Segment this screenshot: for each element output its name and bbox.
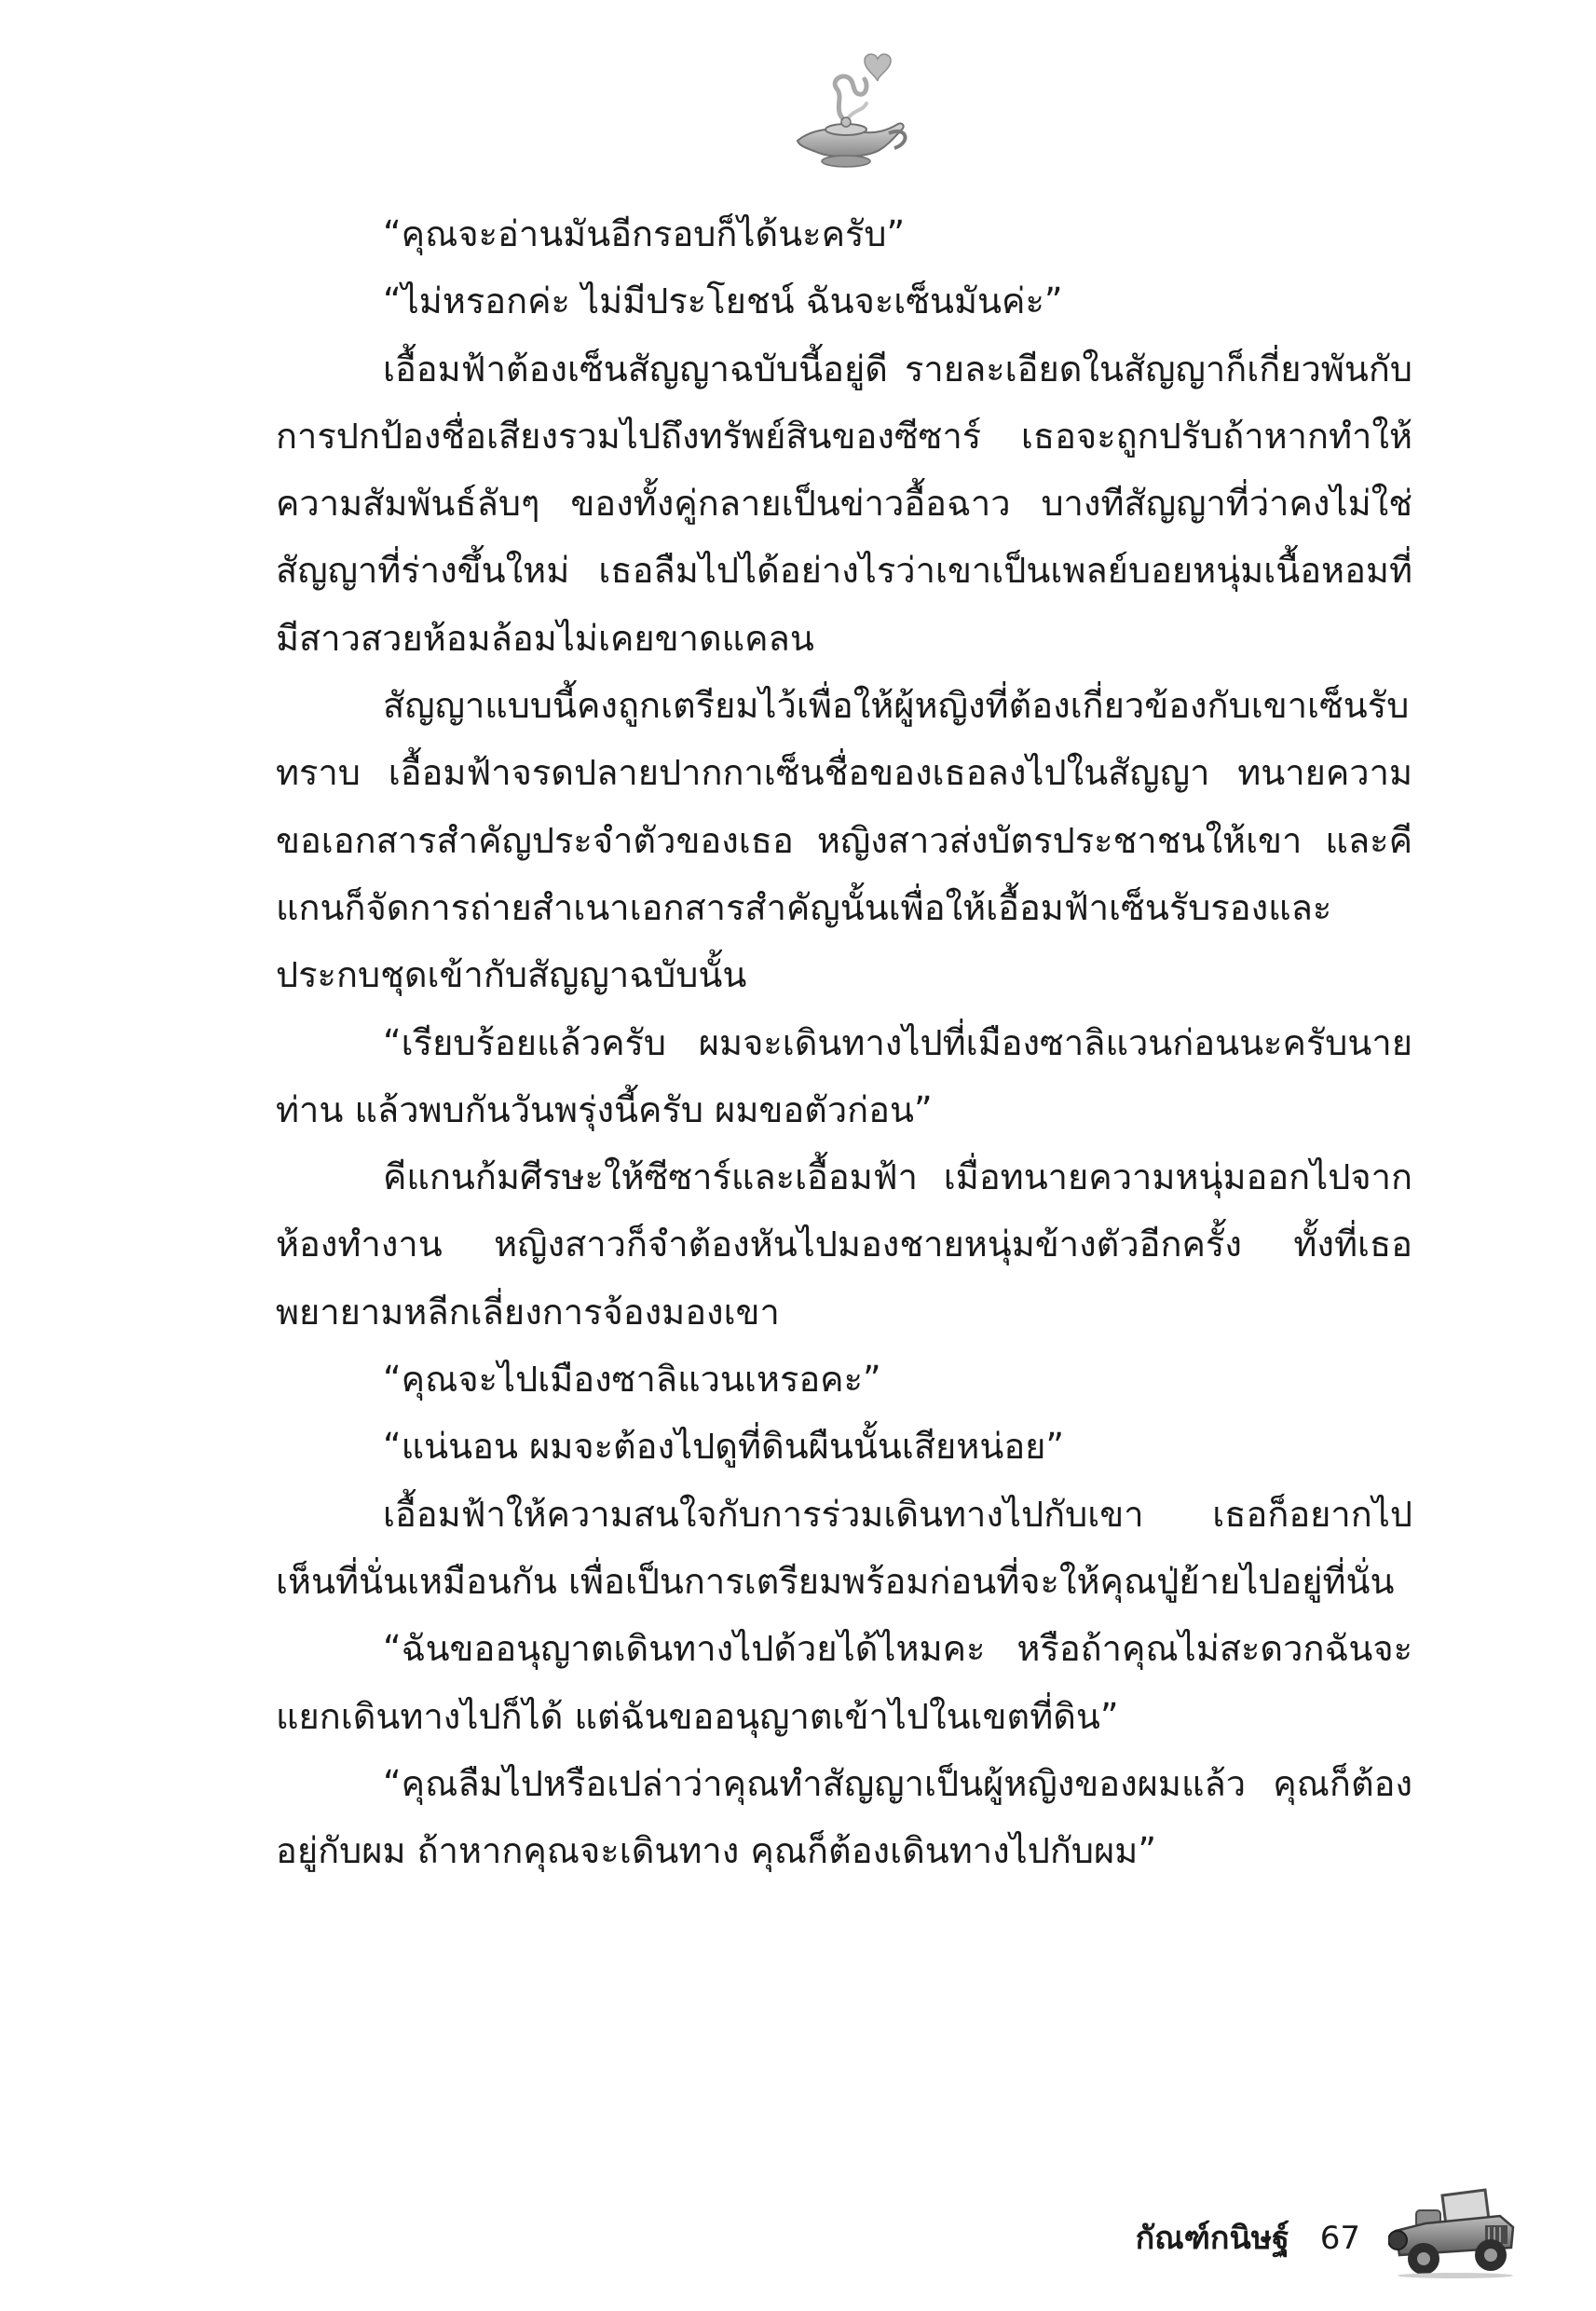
page-footer xyxy=(1006,2220,1360,2257)
paragraph-10: “ฉันขออนุญาตเดินทางไปด้วยได้ไหมคะ หรือถ้าคุณไม่สะดวกฉันจะแยกเดินทางไปก็ได้ แต่ฉันขออนุญาตเข้าไปในเขตที่ดิน” xyxy=(276,1628,1412,1737)
body-text xyxy=(276,200,1412,1884)
paragraph-4: สัญญาแบบนี้คงถูกเตรียมไว้เพื่อให้ผู้หญิงที่ต้องเกี่ยวข้องกับเขาเซ็นรับทราบ เอื้อมฟ้าจรดปลายปากกาเซ็นชื่อของเธอลงไปในสัญญา ทนายความขอเอกสารสำคัญประจำตัวของเธอ หญิงสาวส่งบัตรประชาชนให้เขา และคีแกนก็จัดการถ่ายสำเนาเอกสารสำคัญนั้นเพื่อให้เอื้อมฟ้าเซ็นรับรองและประกบชุดเข้ากับสัญญาฉบับนั้น xyxy=(276,685,1412,996)
page-number: 67 xyxy=(1319,2220,1360,2257)
jeep-car-icon xyxy=(1388,2179,1519,2279)
paragraph-6: คีแกนก้มศีรษะให้ซีซาร์และเอื้อมฟ้า เมื่อทนายความหนุ่มออกไปจากห้องทำงาน หญิงสาวก็จำต้องหันไปมองชายหนุ่มข้างตัวอีกครั้ง ทั้งที่เธอพยายามหลีกเลี่ยงการจ้องมองเขา xyxy=(276,1156,1412,1333)
paragraph-5: “เรียบร้อยแล้วครับ ผมจะเดินทางไปที่เมืองซาลิแวนก่อนนะครับนายท่าน แล้วพบกันวันพรุ่งนี้ครับ ผมขอตัวก่อน” xyxy=(276,1021,1412,1130)
paragraph-3: เอื้อมฟ้าต้องเซ็นสัญญาฉบับนี้อยู่ดี รายละเอียดในสัญญาก็เกี่ยวพันกับการปกป้องชื่อเสียงรวมไปถึงทรัพย์สินของซีซาร์ เธอจะถูกปรับถ้าหากทำให้ความสัมพันธ์ลับๆ ของทั้งคู่กลายเป็นข่าวอื้อฉาว บางทีสัญญาที่ว่าคงไม่ใช่สัญญาที่ร่างขึ้นใหม่ เธอลืมไปได้อย่างไรว่าเขาเป็นเพลย์บอยหนุ่มเนื้อหอมที่มีสาวสวยห้อมล้อมไม่เคยขาดแคลน xyxy=(276,348,1412,659)
book-title: กัณฑ์กนิษฐ์ xyxy=(1135,2220,1289,2257)
paragraph-9: เอื้อมฟ้าให้ความสนใจกับการร่วมเดินทางไปกับเขา เธอก็อยากไปเห็นที่นั่นเหมือนกัน เพื่อเป็นการเตรียมพร้อมก่อนที่จะให้คุณปู่ย้ายไปอยู่ที่นั่น xyxy=(276,1493,1412,1602)
paragraph-11: “คุณลืมไปหรือเปล่าว่าคุณทำสัญญาเป็นผู้หญิงของผมแล้ว คุณก็ต้องอยู่กับผม ถ้าหากคุณจะเดินทาง คุณก็ต้องเดินทางไปกับผม” xyxy=(276,1762,1412,1872)
paragraph-1: “คุณจะอ่านมันอีกรอบก็ได้นะครับ” xyxy=(383,213,906,254)
paragraph-8: “แน่นอน ผมจะต้องไปดูที่ดินผืนนั้นเสียหน่อย” xyxy=(383,1426,1065,1468)
genie-lamp-heart-icon xyxy=(779,51,915,172)
paragraph-2: “ไม่หรอกค่ะ ไม่มีประโยชน์ ฉันจะเซ็นมันค่ะ” xyxy=(383,280,1063,322)
paragraph-7: “คุณจะไปเมืองซาลิแวนเหรอคะ” xyxy=(383,1359,881,1401)
